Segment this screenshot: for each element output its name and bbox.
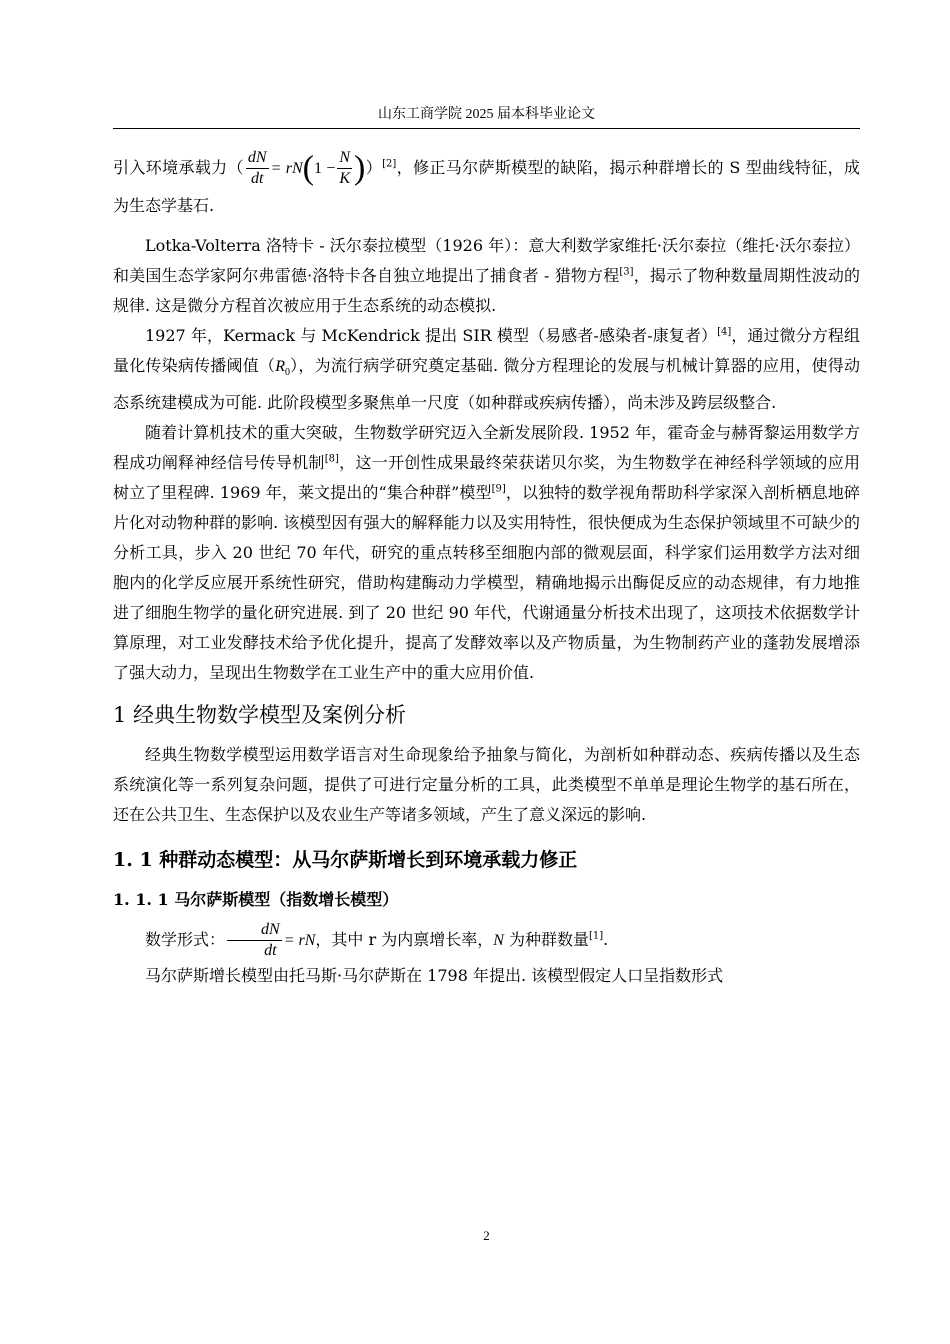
paren-close: ): [354, 149, 366, 187]
text-span: ），为流行病学研究奠定基础. 微分方程理论的发展与机械计算器的应用，使得动态系统建模成为可能. 此阶段模型多聚焦单一尺度（如种群或疾病传播），尚未涉及跨层级整合.: [113, 356, 860, 413]
fraction-denominator: K: [339, 170, 351, 187]
page-number: 2: [483, 1228, 490, 1243]
variable-n: N: [493, 932, 504, 950]
r0-subscript: 0: [284, 367, 290, 379]
header-divider: [113, 128, 860, 129]
fraction-numerator: N: [337, 148, 352, 169]
text-span: ，其中 r 为内禀增长率，: [315, 930, 494, 950]
text-span: ）: [365, 158, 383, 177]
section-heading-1: 1 经典生物数学模型及案例分析: [113, 703, 407, 728]
text-span: .: [603, 930, 609, 950]
paragraph-logistic: [113, 148, 860, 223]
text-span: 随着计算机技术的重大突破，生物数学研究迈入全新发展阶段. 1952 年，霍奇金与赫胥黎运用数学方程成功阐释神经信号传导机制: [113, 423, 860, 473]
equation-term: 1 −: [313, 160, 336, 177]
equation-term: = rN: [270, 160, 303, 177]
paragraph-history: [113, 418, 860, 688]
citation: [1]: [588, 930, 604, 942]
paragraph-malthus-formula: [113, 920, 860, 961]
text-span: Lotka-Volterra 洛特卡 - 沃尔泰拉模型（1926 年）：意大利数学家维托·沃尔泰拉（维托·沃尔泰拉）和美国生态学家阿尔弗雷德·洛特卡各自独立地提出了捕食者 - 猎物方程: [113, 236, 860, 285]
citation: [9]: [491, 483, 506, 495]
paragraph-classic-models: 经典生物数学模型运用数学语言对生命现象给予抽象与简化，为剖析如种群动态、疾病传播以及生态系统演化等一系列复杂问题，提供了可进行定量分析的工具，此类模型不单单是理论生物学的基石所在，还在公共卫生、生态保护以及农业生产等诸多领域，产生了意义深远的影响.: [113, 745, 860, 825]
text-span: ，修正马尔萨斯模型的缺陷，揭示种群增长的 S 型曲线特征，成为生态学基石.: [113, 158, 860, 215]
text-span: ，以独特的数学视角帮助科学家深入剖析栖息地碎片化对动物种群的影响. 该模型因有强大的解释能力以及实用特性，很快便成为生态保护领域里不可缺少的分析工具，步入 20 世纪 70 年代，研究的重点转移至细胞内部的微观层面，科学家们运用数学方法对细胞内的化学反应展开系统性研究，借助构建酶动力学模型，精确地揭示出酶促反应的动态规律，有力地推进了细胞生物学的量化研究进展. 到了 20 世纪 90 年代，代谢通量分析技术出现了，这项技术依据数学计算原理，对工业发酵技术给予优化提升，提高了发酵效率以及产物质量，为生物制药产业的蓬勃发展增添了强大动力，呈现出生物数学在工业生产中的重大应用价值.: [113, 483, 860, 683]
citation: [2]: [382, 158, 397, 170]
text-span: 为种群数量: [503, 930, 589, 950]
section-heading-1-1: 1. 1 种群动态模型：从马尔萨斯增长到环境承载力修正: [113, 849, 578, 872]
fraction-dn-dt: [227, 920, 282, 961]
paragraph-sir: [113, 321, 860, 418]
page-body: [113, 148, 860, 991]
paragraph-malthus-intro: 马尔萨斯增长模型由托马斯·马尔萨斯在 1798 年提出. 该模型假定人口呈指数形式: [145, 966, 724, 986]
text-span: ，这一开创性成果最终荣获诺贝尔奖，为生物数学在神经科学领域的应用树立了里程碑. 1969 年，莱文提出的“集合种群”模型: [113, 453, 860, 503]
section-heading-1-1-1: 1. 1. 1 马尔萨斯模型（指数增长模型）: [113, 890, 399, 910]
text-span: 引入环境承载力（: [113, 158, 244, 177]
citation: [3]: [619, 266, 634, 278]
fraction-numerator: dN: [246, 148, 269, 169]
citation: [8]: [324, 453, 339, 465]
paragraph-lotka-volterra: [113, 231, 860, 321]
paren-open: (: [302, 149, 314, 187]
text-span: ，揭示了物种数量周期性波动的规律. 这是微分方程首次被应用于生态系统的动态模拟.: [113, 266, 860, 315]
fraction-n-k: [337, 148, 352, 189]
fraction-denominator: dt: [251, 170, 264, 187]
citation: [4]: [717, 326, 732, 338]
text-span: 数学形式：: [145, 930, 226, 950]
r0-symbol: R: [275, 358, 285, 375]
page-header: 山东工商学院 2025 届本科毕业论文: [378, 107, 595, 122]
equation-term: = rN: [283, 932, 316, 950]
fraction-numerator: dN: [227, 920, 282, 941]
fraction-denominator: dt: [264, 942, 277, 960]
text-span: 1927 年，Kermack 与 McKendrick 提出 SIR 模型（易感者-感染者-康复者）: [145, 326, 718, 345]
fraction-dn-dt: [246, 148, 269, 189]
text-span: ，通过微分方程组量化传染病传播阈值（: [113, 326, 860, 375]
